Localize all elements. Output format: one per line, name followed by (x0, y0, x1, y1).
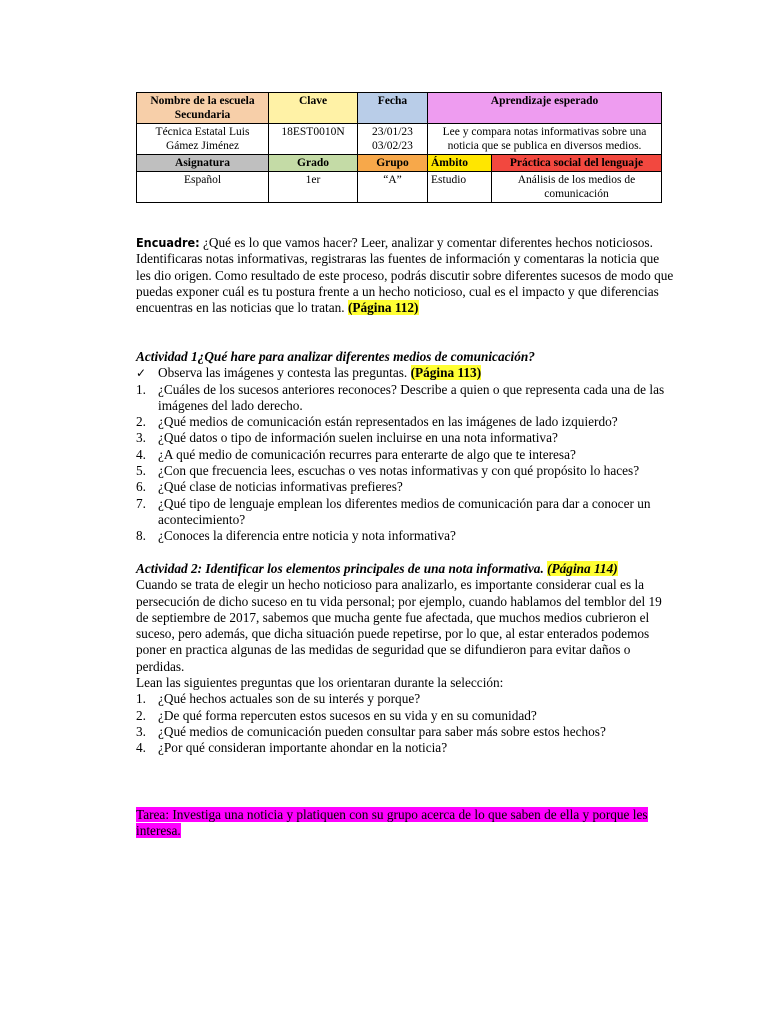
tarea-block (136, 807, 671, 840)
list-item (136, 447, 676, 463)
table-header-row-2 (137, 155, 662, 172)
list-item (136, 740, 676, 756)
list-item (136, 414, 676, 430)
encuadre-paragraph (136, 235, 676, 316)
list-item-text: ¿Por qué consideran importante ahondar en la noticia? (158, 740, 448, 756)
actividad-2-lead: Lean las siguientes preguntas que los orientaran durante la selección: (136, 675, 504, 691)
school-name-value: Técnica Estatal Luis Gámez Jiménez (137, 124, 269, 155)
list-item-number: 7. (136, 495, 146, 511)
grupo-header: Grupo (358, 155, 428, 172)
list-item (136, 724, 676, 740)
grado-value: 1er (269, 172, 358, 203)
actividad-1-title: Actividad 1¿Qué hare para analizar diferentes medios de comunicación? (136, 349, 535, 364)
list-item-number: 2. (136, 414, 146, 430)
ambito-value: Estudio (428, 172, 492, 203)
actividad-1-page-ref: (Página 113) (410, 365, 482, 381)
practica-value: Análisis de los medios de comunicación (492, 172, 662, 203)
list-item-text: ¿Con que frecuencia lees, escuchas o ves notas informativas y con qué propósito lo haces? (158, 463, 640, 479)
actividad-2-page-ref: (Página 114) (547, 561, 618, 576)
tarea-text: Tarea: Investiga una noticia y platiquen con su grupo acerca de lo que saben de ella y porque les interesa. (136, 807, 648, 839)
list-item-number: 1. (136, 691, 146, 707)
list-item-text: ¿Qué hechos actuales son de su interés y porque? (158, 691, 421, 707)
list-item-number: 4. (136, 740, 146, 756)
list-item-text: ¿Cuáles de los sucesos anteriores reconoces? Describe a quien o que representa cada una de las imágenes del lado derecho. (158, 381, 665, 413)
encuadre-text: ¿Qué es lo que vamos hacer? Leer, analizar y comentar diferentes hechos noticiosos. Identificaras notas informativas, registraras las fuentes de información y comentaras la noticia que les dio origen. Como resultado de este proceso, podrás discutir sobre diferentes sucesos de modo que puedas exponer cuál es tu postura frente a un hecho noticioso, cual es el impacto y que diferencias encuentras en las noticias que lo tratan. (136, 235, 674, 316)
list-item-number: 3. (136, 723, 146, 739)
aprendizaje-value: Lee y compara notas informativas sobre una noticia que se publica en diversos medios. (428, 124, 662, 155)
clave-header: Clave (269, 93, 358, 124)
list-item-number: 1. (136, 381, 146, 397)
clave-value: 18EST0010N (269, 124, 358, 155)
list-item-text: ¿Qué medios de comunicación están representados en las imágenes de lado izquierdo? (158, 414, 618, 430)
ambito-header: Ámbito (428, 155, 492, 172)
actividad-2-section (136, 561, 676, 757)
table-value-row-2 (137, 172, 662, 203)
list-item (136, 691, 676, 707)
list-item-number: 4. (136, 446, 146, 462)
list-item-text: ¿Qué medios de comunicación pueden consultar para saber más sobre estos hechos? (158, 723, 606, 739)
actividad-2-paragraph: Cuando se trata de elegir un hecho noticioso para analizarlo, es importante considerar cual es la persecución de dicho suceso en tu vida personal; por ejemplo, cuando hablamos del temblor del 19 de septiembre de 2017, sabemos que mucha gente fue afectada, que muchos medios cubrieron el suceso, pero además, que dicha situación puede repetirse, por lo que, al estar enterados podemos poner en practica algunas de las medidas de seguridad que se difundieron para evitar daños o perdidas. (136, 577, 662, 674)
practica-header: Práctica social del lenguaje (492, 155, 662, 172)
asignatura-header: Asignatura (137, 155, 269, 172)
actividad-2-title-line (136, 561, 676, 577)
table-value-row-1 (137, 124, 662, 155)
list-item (136, 496, 676, 529)
list-item-number: 8. (136, 528, 146, 544)
list-item-text: ¿De qué forma repercuten estos sucesos en su vida y en su comunidad? (158, 707, 537, 723)
list-item (136, 528, 676, 544)
checklist-item (136, 365, 676, 381)
aprendizaje-header: Aprendizaje esperado (428, 93, 662, 124)
info-table (136, 92, 662, 203)
list-item-text: ¿Qué tipo de lenguaje emplean los diferentes medios de comunicación para dar a conocer un acontecimiento? (158, 495, 651, 527)
school-name-header: Nombre de la escuela Secundaria (137, 93, 269, 124)
checkmark-icon: ✓ (136, 366, 147, 381)
list-item (136, 430, 676, 446)
grupo-value: “A” (358, 172, 428, 203)
list-item-text: ¿Conoces la diferencia entre noticia y nota informativa? (158, 528, 456, 544)
actividad-1-checklist (136, 365, 676, 381)
grado-header: Grado (269, 155, 358, 172)
list-item (136, 382, 676, 415)
list-item (136, 479, 676, 495)
encuadre-label: Encuadre: (136, 235, 200, 250)
encuadre-page-ref: (Página 112) (347, 300, 419, 316)
list-item-number: 5. (136, 463, 146, 479)
list-item-number: 6. (136, 479, 146, 495)
actividad-1-section (136, 349, 676, 545)
actividad-2-questions (136, 691, 676, 756)
asignatura-value: Español (137, 172, 269, 203)
list-item-number: 3. (136, 430, 146, 446)
actividad-2-title: Actividad 2: Identificar los elementos principales de una nota informativa. (136, 561, 548, 576)
actividad-1-questions (136, 382, 676, 545)
list-item-text: ¿A qué medio de comunicación recurres para enterarte de algo que te interesa? (158, 446, 576, 462)
check-text: Observa las imágenes y contesta las preguntas. (158, 365, 411, 381)
list-item-text: ¿Qué datos o tipo de información suelen incluirse en una nota informativa? (158, 430, 558, 446)
fecha-value: 23/01/23 03/02/23 (358, 124, 428, 155)
list-item-number: 2. (136, 707, 146, 723)
list-item-text: ¿Qué clase de noticias informativas prefieres? (158, 479, 403, 495)
list-item (136, 463, 676, 479)
fecha-header: Fecha (358, 93, 428, 124)
list-item (136, 708, 676, 724)
table-header-row-1 (137, 93, 662, 124)
